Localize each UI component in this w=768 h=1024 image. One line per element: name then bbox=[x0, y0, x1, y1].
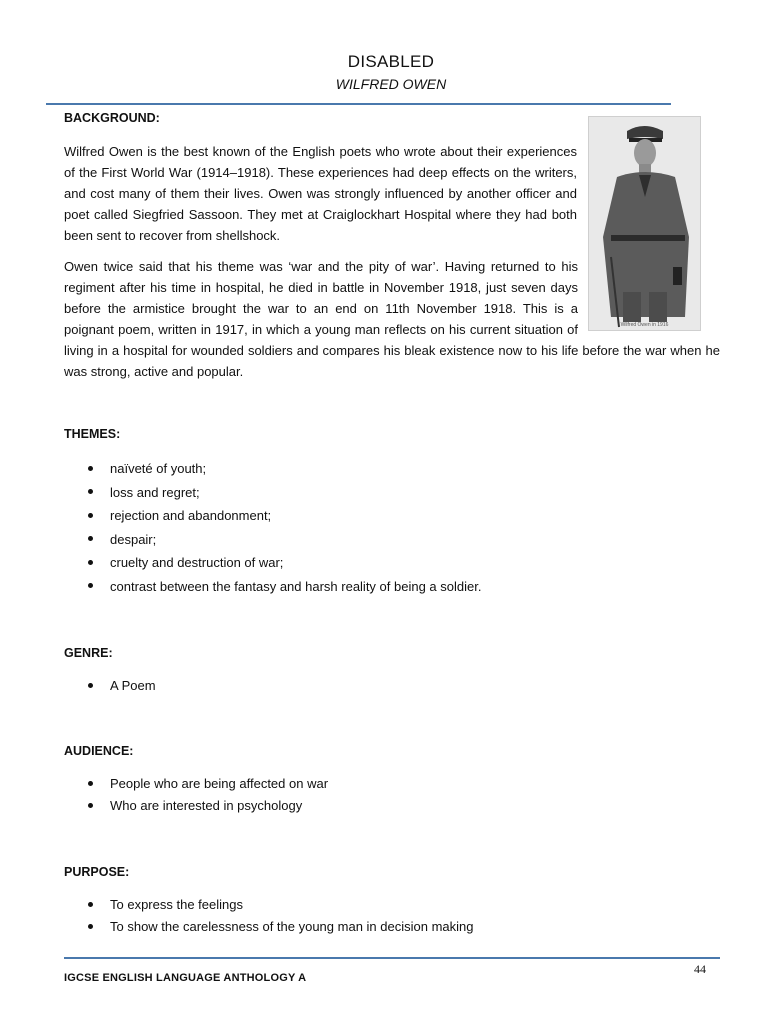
background-paragraph-1: Wilfred Owen is the best known of the English poets who wrote about their experiences of the First World War (1914–1918). These experiences had deep effects on the writers, and cost many of them their lives. Owen was strongly influenced by another officer and poet called Siegfried Sassoon. They met at Craiglockhart Hospital where they had both been sent to recover from shellshock. bbox=[64, 144, 577, 243]
bullet-icon bbox=[88, 536, 93, 541]
bullet-icon bbox=[88, 583, 93, 588]
list-item: rejection and abandonment; bbox=[64, 504, 481, 528]
bullet-icon bbox=[88, 513, 93, 518]
bullet-icon bbox=[88, 560, 93, 565]
bullet-icon bbox=[88, 902, 93, 907]
bullet-icon bbox=[88, 803, 93, 808]
genre-heading: GENRE: bbox=[64, 646, 113, 660]
bullet-icon bbox=[88, 489, 93, 494]
list-item: To show the carelessness of the young man in decision making bbox=[64, 916, 473, 938]
list-item: loss and regret; bbox=[64, 481, 481, 505]
photo-caption: Wilfred Owen in 1916 bbox=[620, 322, 669, 328]
background-paragraph-2-text: Owen twice said that his theme was ‘war and the pity of war’. Having returned to his regiment after his time in hospital, he died in battle in November 1918, just seven days before the armistice brought the war to an end on 11th November 1918. This is a poignant poem, written in 1917, in which a young man reflects on his current situation of living in a hospital for wounded soldiers and compares his bleak existence now to his life before the war when he was strong, active and popular. bbox=[64, 259, 720, 379]
themes-heading: THEMES: bbox=[64, 427, 121, 441]
list-item: cruelty and destruction of war; bbox=[64, 551, 481, 575]
document-title: DISABLED bbox=[347, 52, 435, 71]
list-item: People who are being affected on war bbox=[64, 773, 328, 795]
list-item: despair; bbox=[64, 528, 481, 552]
header-divider bbox=[46, 103, 671, 105]
document-author: WILFRED OWEN bbox=[335, 76, 447, 92]
list-item: A Poem bbox=[64, 675, 156, 697]
purpose-list bbox=[64, 894, 473, 938]
genre-list bbox=[64, 675, 156, 697]
list-item: contrast between the fantasy and harsh reality of being a soldier. bbox=[64, 575, 481, 599]
background-heading: BACKGROUND: bbox=[64, 111, 160, 125]
list-item: Who are interested in psychology bbox=[64, 795, 328, 817]
footer-divider bbox=[64, 957, 720, 959]
bullet-icon bbox=[88, 924, 93, 929]
bullet-icon bbox=[88, 781, 93, 786]
audience-list bbox=[64, 773, 328, 817]
audience-heading: AUDIENCE: bbox=[64, 744, 134, 758]
bullet-icon bbox=[88, 683, 93, 688]
footer-text: IGCSE ENGLISH LANGUAGE ANTHOLOGY A bbox=[64, 972, 307, 984]
bullet-icon bbox=[88, 466, 93, 471]
purpose-heading: PURPOSE: bbox=[64, 865, 130, 879]
soldier-portrait-icon bbox=[589, 117, 700, 330]
themes-list bbox=[64, 457, 481, 598]
list-item: To express the feelings bbox=[64, 894, 473, 916]
author-portrait bbox=[588, 116, 701, 331]
page-number: 44 bbox=[694, 962, 706, 976]
list-item: naïveté of youth; bbox=[64, 457, 481, 481]
